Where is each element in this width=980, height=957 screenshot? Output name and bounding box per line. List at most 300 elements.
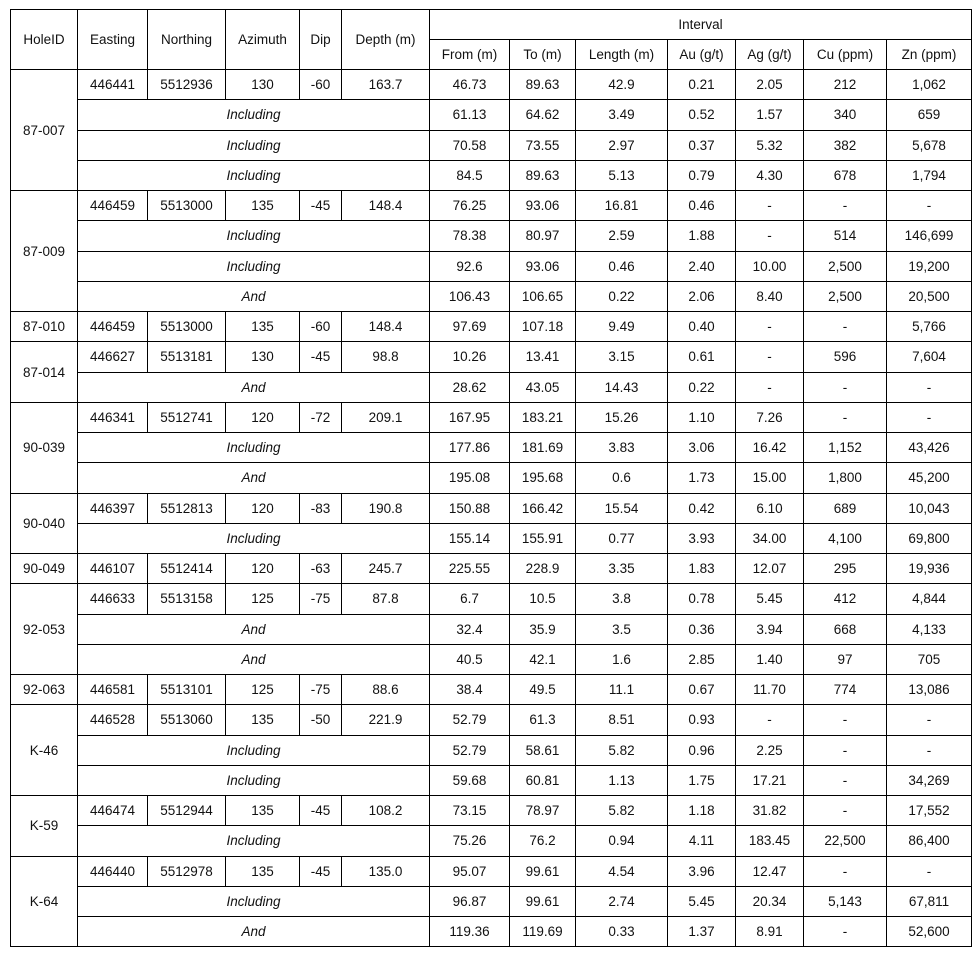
col-header-au: Au (g/t) [668, 40, 736, 70]
from-cell: 52.79 [430, 735, 510, 765]
au-cell: 1.10 [668, 402, 736, 432]
interval-qualifier-cell: And [78, 644, 430, 674]
zn-cell: 705 [887, 644, 972, 674]
easting-cell: 446459 [78, 191, 148, 221]
easting-cell: 446633 [78, 584, 148, 614]
depth-cell: 135.0 [342, 856, 430, 886]
from-cell: 40.5 [430, 644, 510, 674]
au-cell: 1.88 [668, 221, 736, 251]
northing-cell: 5512978 [148, 856, 226, 886]
azimuth-cell: 125 [226, 675, 300, 705]
to-cell: 61.3 [510, 705, 576, 735]
au-cell: 0.46 [668, 191, 736, 221]
length-cell: 11.1 [576, 675, 668, 705]
dip-cell: -45 [300, 856, 342, 886]
depth-cell: 245.7 [342, 554, 430, 584]
au-cell: 4.11 [668, 826, 736, 856]
easting-cell: 446440 [78, 856, 148, 886]
table-row [11, 312, 972, 342]
to-cell: 73.55 [510, 130, 576, 160]
cu-cell: 340 [804, 100, 887, 130]
cu-cell: 668 [804, 614, 887, 644]
dip-cell: -45 [300, 342, 342, 372]
to-cell: 76.2 [510, 826, 576, 856]
length-cell: 42.9 [576, 70, 668, 100]
ag-cell: 17.21 [736, 765, 804, 795]
to-cell: 166.42 [510, 493, 576, 523]
au-cell: 5.45 [668, 886, 736, 916]
table-subrow [11, 433, 972, 463]
table-subrow [11, 886, 972, 916]
length-cell: 3.35 [576, 554, 668, 584]
depth-cell: 148.4 [342, 191, 430, 221]
length-cell: 3.5 [576, 614, 668, 644]
ag-cell: 8.40 [736, 281, 804, 311]
au-cell: 2.40 [668, 251, 736, 281]
cu-cell: 596 [804, 342, 887, 372]
easting-cell: 446474 [78, 796, 148, 826]
hole-id-cell: 90-040 [11, 493, 78, 554]
au-cell: 1.18 [668, 796, 736, 826]
azimuth-cell: 120 [226, 402, 300, 432]
from-cell: 119.36 [430, 917, 510, 947]
table-row [11, 796, 972, 826]
length-cell: 4.54 [576, 856, 668, 886]
cu-cell: 774 [804, 675, 887, 705]
from-cell: 195.08 [430, 463, 510, 493]
col-header-northing: Northing [148, 10, 226, 70]
zn-cell: 43,426 [887, 433, 972, 463]
interval-qualifier-cell: And [78, 281, 430, 311]
interval-qualifier-cell: And [78, 917, 430, 947]
from-cell: 92.6 [430, 251, 510, 281]
ag-cell: 20.34 [736, 886, 804, 916]
northing-cell: 5513000 [148, 312, 226, 342]
depth-cell: 87.8 [342, 584, 430, 614]
drill-results-table [10, 9, 972, 947]
ag-cell: - [736, 705, 804, 735]
interval-qualifier-cell: Including [78, 221, 430, 251]
zn-cell: 69,800 [887, 523, 972, 553]
cu-cell: 4,100 [804, 523, 887, 553]
azimuth-cell: 130 [226, 70, 300, 100]
table-subrow [11, 100, 972, 130]
zn-cell: 1,794 [887, 160, 972, 190]
table-row [11, 705, 972, 735]
hole-id-cell: K-59 [11, 796, 78, 857]
from-cell: 76.25 [430, 191, 510, 221]
interval-qualifier-cell: Including [78, 160, 430, 190]
ag-cell: 5.32 [736, 130, 804, 160]
table-subrow [11, 917, 972, 947]
ag-cell: 12.47 [736, 856, 804, 886]
au-cell: 0.93 [668, 705, 736, 735]
dip-cell: -45 [300, 191, 342, 221]
to-cell: 43.05 [510, 372, 576, 402]
to-cell: 99.61 [510, 856, 576, 886]
drill-results-table-container [10, 9, 972, 947]
col-header-ag: Ag (g/t) [736, 40, 804, 70]
ag-cell: 11.70 [736, 675, 804, 705]
dip-cell: -60 [300, 312, 342, 342]
ag-cell: - [736, 312, 804, 342]
zn-cell: 17,552 [887, 796, 972, 826]
interval-qualifier-cell: Including [78, 735, 430, 765]
hole-id-cell: 87-007 [11, 70, 78, 191]
length-cell: 8.51 [576, 705, 668, 735]
au-cell: 0.52 [668, 100, 736, 130]
length-cell: 16.81 [576, 191, 668, 221]
from-cell: 155.14 [430, 523, 510, 553]
hole-id-cell: 90-049 [11, 554, 78, 584]
table-row [11, 402, 972, 432]
to-cell: 78.97 [510, 796, 576, 826]
cu-cell: 689 [804, 493, 887, 523]
easting-cell: 446627 [78, 342, 148, 372]
col-header-zn: Zn (ppm) [887, 40, 972, 70]
table-row [11, 675, 972, 705]
interval-qualifier-cell: Including [78, 251, 430, 281]
cu-cell: 97 [804, 644, 887, 674]
length-cell: 2.74 [576, 886, 668, 916]
depth-cell: 163.7 [342, 70, 430, 100]
depth-cell: 190.8 [342, 493, 430, 523]
from-cell: 52.79 [430, 705, 510, 735]
au-cell: 1.83 [668, 554, 736, 584]
easting-cell: 446397 [78, 493, 148, 523]
from-cell: 73.15 [430, 796, 510, 826]
to-cell: 60.81 [510, 765, 576, 795]
to-cell: 80.97 [510, 221, 576, 251]
ag-cell: 16.42 [736, 433, 804, 463]
hole-id-cell: K-46 [11, 705, 78, 796]
interval-qualifier-cell: Including [78, 100, 430, 130]
cu-cell: - [804, 765, 887, 795]
depth-cell: 88.6 [342, 675, 430, 705]
azimuth-cell: 130 [226, 342, 300, 372]
from-cell: 225.55 [430, 554, 510, 584]
from-cell: 78.38 [430, 221, 510, 251]
azimuth-cell: 135 [226, 796, 300, 826]
cu-cell: - [804, 402, 887, 432]
to-cell: 42.1 [510, 644, 576, 674]
col-header-length: Length (m) [576, 40, 668, 70]
au-cell: 1.37 [668, 917, 736, 947]
dip-cell: -75 [300, 675, 342, 705]
from-cell: 177.86 [430, 433, 510, 463]
from-cell: 95.07 [430, 856, 510, 886]
northing-cell: 5513181 [148, 342, 226, 372]
length-cell: 9.49 [576, 312, 668, 342]
northing-cell: 5512936 [148, 70, 226, 100]
to-cell: 183.21 [510, 402, 576, 432]
length-cell: 14.43 [576, 372, 668, 402]
from-cell: 167.95 [430, 402, 510, 432]
cu-cell: - [804, 856, 887, 886]
northing-cell: 5513101 [148, 675, 226, 705]
au-cell: 0.21 [668, 70, 736, 100]
table-subrow [11, 826, 972, 856]
table-subrow [11, 160, 972, 190]
cu-cell: - [804, 796, 887, 826]
au-cell: 3.06 [668, 433, 736, 463]
zn-cell: 67,811 [887, 886, 972, 916]
ag-cell: 3.94 [736, 614, 804, 644]
northing-cell: 5513060 [148, 705, 226, 735]
dip-cell: -83 [300, 493, 342, 523]
au-cell: 1.73 [668, 463, 736, 493]
ag-cell: - [736, 221, 804, 251]
col-header-to: To (m) [510, 40, 576, 70]
cu-cell: 1,800 [804, 463, 887, 493]
table-subrow [11, 463, 972, 493]
interval-qualifier-cell: And [78, 614, 430, 644]
from-cell: 28.62 [430, 372, 510, 402]
au-cell: 0.42 [668, 493, 736, 523]
cu-cell: - [804, 312, 887, 342]
interval-qualifier-cell: Including [78, 765, 430, 795]
to-cell: 49.5 [510, 675, 576, 705]
length-cell: 3.83 [576, 433, 668, 463]
easting-cell: 446107 [78, 554, 148, 584]
length-cell: 5.13 [576, 160, 668, 190]
au-cell: 0.37 [668, 130, 736, 160]
easting-cell: 446581 [78, 675, 148, 705]
au-cell: 0.22 [668, 372, 736, 402]
azimuth-cell: 120 [226, 493, 300, 523]
to-cell: 181.69 [510, 433, 576, 463]
azimuth-cell: 135 [226, 856, 300, 886]
from-cell: 96.87 [430, 886, 510, 916]
cu-cell: 212 [804, 70, 887, 100]
zn-cell: 1,062 [887, 70, 972, 100]
length-cell: 2.97 [576, 130, 668, 160]
depth-cell: 108.2 [342, 796, 430, 826]
hole-id-cell: 87-010 [11, 312, 78, 342]
from-cell: 46.73 [430, 70, 510, 100]
au-cell: 3.96 [668, 856, 736, 886]
easting-cell: 446341 [78, 402, 148, 432]
ag-cell: 31.82 [736, 796, 804, 826]
from-cell: 10.26 [430, 342, 510, 372]
cu-cell: 678 [804, 160, 887, 190]
au-cell: 0.79 [668, 160, 736, 190]
zn-cell: 5,766 [887, 312, 972, 342]
length-cell: 15.26 [576, 402, 668, 432]
cu-cell: 2,500 [804, 281, 887, 311]
ag-cell: 2.05 [736, 70, 804, 100]
length-cell: 3.49 [576, 100, 668, 130]
table-row [11, 70, 972, 100]
depth-cell: 221.9 [342, 705, 430, 735]
zn-cell: 34,269 [887, 765, 972, 795]
ag-cell: 4.30 [736, 160, 804, 190]
length-cell: 0.33 [576, 917, 668, 947]
zn-cell: - [887, 735, 972, 765]
zn-cell: 4,133 [887, 614, 972, 644]
length-cell: 0.77 [576, 523, 668, 553]
table-subrow [11, 372, 972, 402]
col-header-cu: Cu (ppm) [804, 40, 887, 70]
au-cell: 0.96 [668, 735, 736, 765]
ag-cell: 6.10 [736, 493, 804, 523]
table-row [11, 584, 972, 614]
col-header-hole-id: HoleID [11, 10, 78, 70]
zn-cell: 10,043 [887, 493, 972, 523]
cu-cell: 1,152 [804, 433, 887, 463]
col-header-from: From (m) [430, 40, 510, 70]
dip-cell: -72 [300, 402, 342, 432]
easting-cell: 446441 [78, 70, 148, 100]
to-cell: 93.06 [510, 251, 576, 281]
table-subrow [11, 130, 972, 160]
from-cell: 106.43 [430, 281, 510, 311]
interval-qualifier-cell: Including [78, 886, 430, 916]
ag-cell: - [736, 191, 804, 221]
ag-cell: 34.00 [736, 523, 804, 553]
table-row [11, 856, 972, 886]
cu-cell: - [804, 917, 887, 947]
table-subrow [11, 765, 972, 795]
zn-cell: - [887, 705, 972, 735]
au-cell: 1.75 [668, 765, 736, 795]
zn-cell: 86,400 [887, 826, 972, 856]
zn-cell: 4,844 [887, 584, 972, 614]
length-cell: 0.6 [576, 463, 668, 493]
ag-cell: 1.40 [736, 644, 804, 674]
ag-cell: 12.07 [736, 554, 804, 584]
au-cell: 3.93 [668, 523, 736, 553]
interval-qualifier-cell: Including [78, 523, 430, 553]
length-cell: 3.8 [576, 584, 668, 614]
zn-cell: - [887, 856, 972, 886]
ag-cell: 15.00 [736, 463, 804, 493]
zn-cell: 5,678 [887, 130, 972, 160]
from-cell: 150.88 [430, 493, 510, 523]
to-cell: 155.91 [510, 523, 576, 553]
zn-cell: 19,936 [887, 554, 972, 584]
to-cell: 106.65 [510, 281, 576, 311]
ag-cell: 5.45 [736, 584, 804, 614]
length-cell: 5.82 [576, 796, 668, 826]
to-cell: 35.9 [510, 614, 576, 644]
azimuth-cell: 135 [226, 705, 300, 735]
table-subrow [11, 251, 972, 281]
hole-id-cell: 92-053 [11, 584, 78, 675]
to-cell: 107.18 [510, 312, 576, 342]
hole-id-cell: K-64 [11, 856, 78, 947]
hole-id-cell: 92-063 [11, 675, 78, 705]
cu-cell: 514 [804, 221, 887, 251]
table-row [11, 191, 972, 221]
table-subrow [11, 281, 972, 311]
au-cell: 2.06 [668, 281, 736, 311]
length-cell: 5.82 [576, 735, 668, 765]
dip-cell: -50 [300, 705, 342, 735]
cu-cell: 382 [804, 130, 887, 160]
hole-id-cell: 90-039 [11, 402, 78, 493]
to-cell: 58.61 [510, 735, 576, 765]
from-cell: 38.4 [430, 675, 510, 705]
cu-cell: - [804, 735, 887, 765]
zn-cell: - [887, 191, 972, 221]
interval-qualifier-cell: Including [78, 433, 430, 463]
interval-qualifier-cell: Including [78, 130, 430, 160]
length-cell: 1.6 [576, 644, 668, 674]
from-cell: 6.7 [430, 584, 510, 614]
cu-cell: - [804, 191, 887, 221]
zn-cell: - [887, 372, 972, 402]
col-header-easting: Easting [78, 10, 148, 70]
dip-cell: -60 [300, 70, 342, 100]
table-row [11, 342, 972, 372]
from-cell: 84.5 [430, 160, 510, 190]
zn-cell: 20,500 [887, 281, 972, 311]
zn-cell: 146,699 [887, 221, 972, 251]
zn-cell: 13,086 [887, 675, 972, 705]
au-cell: 0.40 [668, 312, 736, 342]
length-cell: 2.59 [576, 221, 668, 251]
col-header-dip: Dip [300, 10, 342, 70]
dip-cell: -63 [300, 554, 342, 584]
interval-qualifier-cell: Including [78, 826, 430, 856]
ag-cell: 8.91 [736, 917, 804, 947]
au-cell: 0.36 [668, 614, 736, 644]
azimuth-cell: 135 [226, 191, 300, 221]
from-cell: 59.68 [430, 765, 510, 795]
to-cell: 64.62 [510, 100, 576, 130]
ag-cell: 2.25 [736, 735, 804, 765]
to-cell: 119.69 [510, 917, 576, 947]
hole-id-cell: 87-014 [11, 342, 78, 403]
azimuth-cell: 125 [226, 584, 300, 614]
from-cell: 70.58 [430, 130, 510, 160]
depth-cell: 148.4 [342, 312, 430, 342]
ag-cell: - [736, 342, 804, 372]
dip-cell: -75 [300, 584, 342, 614]
ag-cell: 10.00 [736, 251, 804, 281]
zn-cell: 45,200 [887, 463, 972, 493]
cu-cell: 5,143 [804, 886, 887, 916]
au-cell: 0.67 [668, 675, 736, 705]
hole-id-cell: 87-009 [11, 191, 78, 312]
table-row [11, 554, 972, 584]
table-subrow [11, 735, 972, 765]
northing-cell: 5512414 [148, 554, 226, 584]
length-cell: 0.46 [576, 251, 668, 281]
to-cell: 228.9 [510, 554, 576, 584]
ag-cell: - [736, 372, 804, 402]
from-cell: 97.69 [430, 312, 510, 342]
table-row [11, 493, 972, 523]
length-cell: 15.54 [576, 493, 668, 523]
col-header-interval-group: Interval [430, 10, 972, 40]
table-subrow [11, 644, 972, 674]
northing-cell: 5512813 [148, 493, 226, 523]
cu-cell: - [804, 372, 887, 402]
northing-cell: 5512741 [148, 402, 226, 432]
col-header-depth: Depth (m) [342, 10, 430, 70]
table-subrow [11, 221, 972, 251]
depth-cell: 98.8 [342, 342, 430, 372]
to-cell: 195.68 [510, 463, 576, 493]
zn-cell: 7,604 [887, 342, 972, 372]
length-cell: 0.22 [576, 281, 668, 311]
to-cell: 13.41 [510, 342, 576, 372]
zn-cell: 52,600 [887, 917, 972, 947]
au-cell: 0.78 [668, 584, 736, 614]
from-cell: 61.13 [430, 100, 510, 130]
